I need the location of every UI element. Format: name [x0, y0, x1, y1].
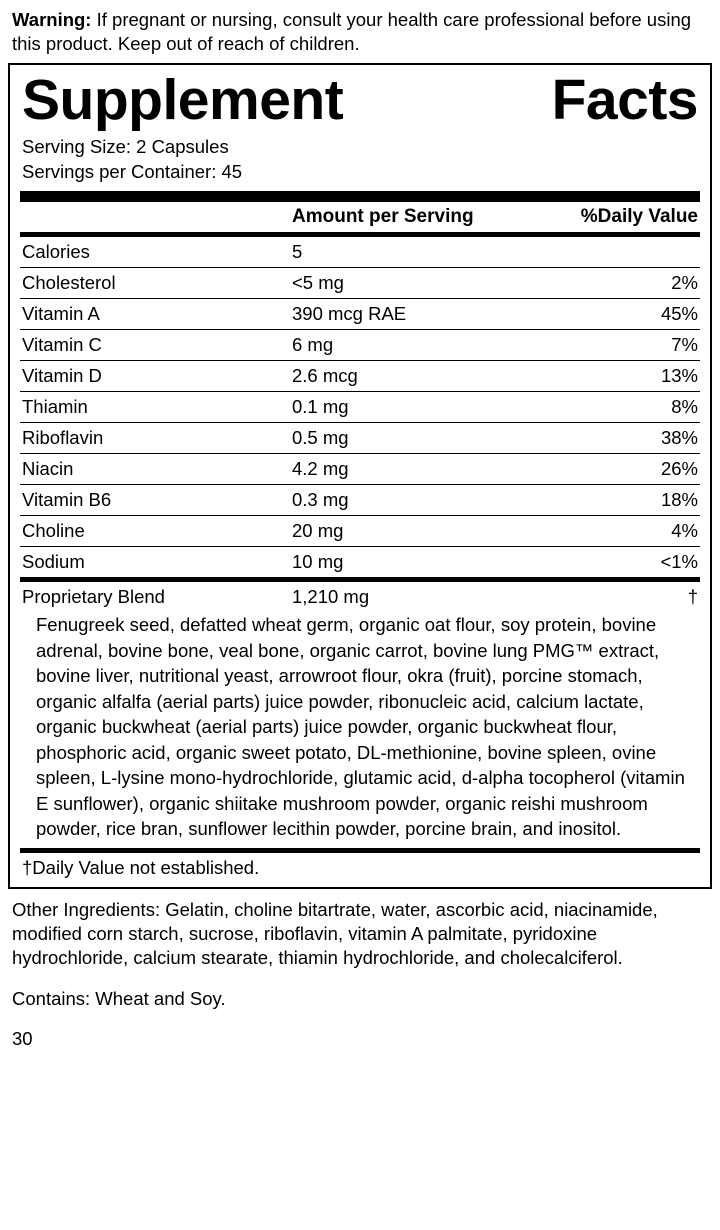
table-header: [20, 202, 700, 232]
nutrient-dv: 45%: [544, 299, 700, 330]
panel-title-facts: Facts: [551, 68, 698, 133]
nutrient-amount: 0.5 mg: [290, 423, 544, 454]
nutrient-dv: 4%: [544, 516, 700, 547]
blend-name: Proprietary Blend: [22, 586, 165, 608]
nutrient-dv: <1%: [544, 547, 700, 578]
nutrient-name: Vitamin D: [20, 361, 290, 392]
nutrient-amount: 0.1 mg: [290, 392, 544, 423]
panel-title: [20, 69, 700, 133]
header-daily-value: %Daily Value: [580, 206, 698, 228]
other-ingredients: Other Ingredients: Gelatin, choline bitartrate, water, ascorbic acid, niacinamide, modified corn starch, sucrose, riboflavin, vitamin A palmitate, pyridoxine hydrochloride, calcium stearate, thiamin hydrochloride, and cholecalciferol.: [12, 898, 658, 968]
table-header-row: [20, 202, 700, 232]
nutrient-amount: 6 mg: [290, 330, 544, 361]
table-row: [20, 299, 700, 330]
servings-per-container: Servings per Container: 45: [22, 161, 243, 183]
nutrient-dv: 26%: [544, 454, 700, 485]
table-row: [20, 237, 700, 268]
serving-info: [20, 133, 700, 191]
nutrient-dv: 8%: [544, 392, 700, 423]
nutrient-name: Thiamin: [20, 392, 290, 423]
nutrient-name: Cholesterol: [20, 268, 290, 299]
nutrient-dv: [544, 237, 700, 268]
blend-ingredients: Fenugreek seed, defatted wheat germ, organic oat flour, soy protein, bovine adrenal, bovine bone, veal bone, organic carrot, bovine lung PMG™ extract, bovine liver, nutritional yeast, arrowroot flour, okra (fruit), porcine stomach, organic alfalfa (aerial parts) juice powder, ribonucleic acid, calcium lactate, organic buckwheat (aerial parts) juice powder, organic buckwheat flour, phosphoric acid, organic sweet potato, DL-methionine, bovine spleen, ovine spleen, L-lysine mono-hydrochloride, glutamic acid, d-alpha tocopherol (vitamin E sunflower), organic shiitake mushroom powder, organic reishi mushroom powder, rice bran, sunflower lecithin powder, porcine brain, and inositol.: [36, 614, 685, 840]
nutrient-amount: 390 mcg RAE: [290, 299, 544, 330]
nutrient-amount: 2.6 mcg: [290, 361, 544, 392]
nutrient-name: Vitamin B6: [20, 485, 290, 516]
nutrient-amount: 10 mg: [290, 547, 544, 578]
nutrient-name: Choline: [20, 516, 290, 547]
nutrient-amount: <5 mg: [290, 268, 544, 299]
table-row: [20, 454, 700, 485]
nutrient-amount: 0.3 mg: [290, 485, 544, 516]
contains-statement: Contains: Wheat and Soy.: [12, 987, 226, 1009]
blend-dv: †: [687, 586, 698, 608]
warning-text: [8, 0, 712, 63]
nutrient-rows-table: [20, 237, 700, 577]
nutrient-amount: 5: [292, 241, 303, 263]
divider-thick-top: [20, 191, 700, 202]
daily-value-note: †Daily Value not established.: [22, 856, 260, 878]
nutrient-amount: 4.2 mg: [290, 454, 544, 485]
page-number: 30: [12, 1027, 33, 1049]
nutrient-name: Niacin: [20, 454, 290, 485]
nutrient-amount: 20 mg: [290, 516, 544, 547]
nutrient-name: Sodium: [20, 547, 290, 578]
nutrient-dv: 7%: [544, 330, 700, 361]
header-amount-per-serving: Amount per Serving: [292, 206, 474, 228]
facts-panel: [8, 63, 712, 888]
table-row: [20, 392, 700, 423]
nutrition-table: [20, 202, 700, 232]
table-row: [20, 423, 700, 454]
table-row: [20, 582, 700, 612]
panel-title-supplement: Supplement: [22, 68, 344, 133]
nutrient-name: Riboflavin: [20, 423, 290, 454]
nutrient-name: Vitamin C: [20, 330, 290, 361]
table-row: [20, 330, 700, 361]
table-row: [20, 485, 700, 516]
nutrient-name: Calories: [22, 241, 90, 263]
nutrient-dv: 38%: [544, 423, 700, 454]
table-row: [20, 547, 700, 578]
nutrient-name: Vitamin A: [20, 299, 290, 330]
nutrient-dv: 2%: [544, 268, 700, 299]
table-row: [20, 516, 700, 547]
serving-size: Serving Size: 2 Capsules: [22, 136, 229, 158]
table-row: [20, 268, 700, 299]
table-row: [20, 361, 700, 392]
blend-amount: 1,210 mg: [292, 586, 370, 608]
nutrient-dv: 13%: [544, 361, 700, 392]
nutrient-dv: 18%: [544, 485, 700, 516]
warning-body: If pregnant or nursing, consult your health care professional before using this product. Keep out of reach of children.: [12, 9, 692, 54]
blend-table: [20, 582, 700, 612]
nutrient-rows: [20, 237, 700, 577]
warning-label: Warning:: [12, 9, 92, 30]
header-nutrient: [20, 202, 290, 232]
